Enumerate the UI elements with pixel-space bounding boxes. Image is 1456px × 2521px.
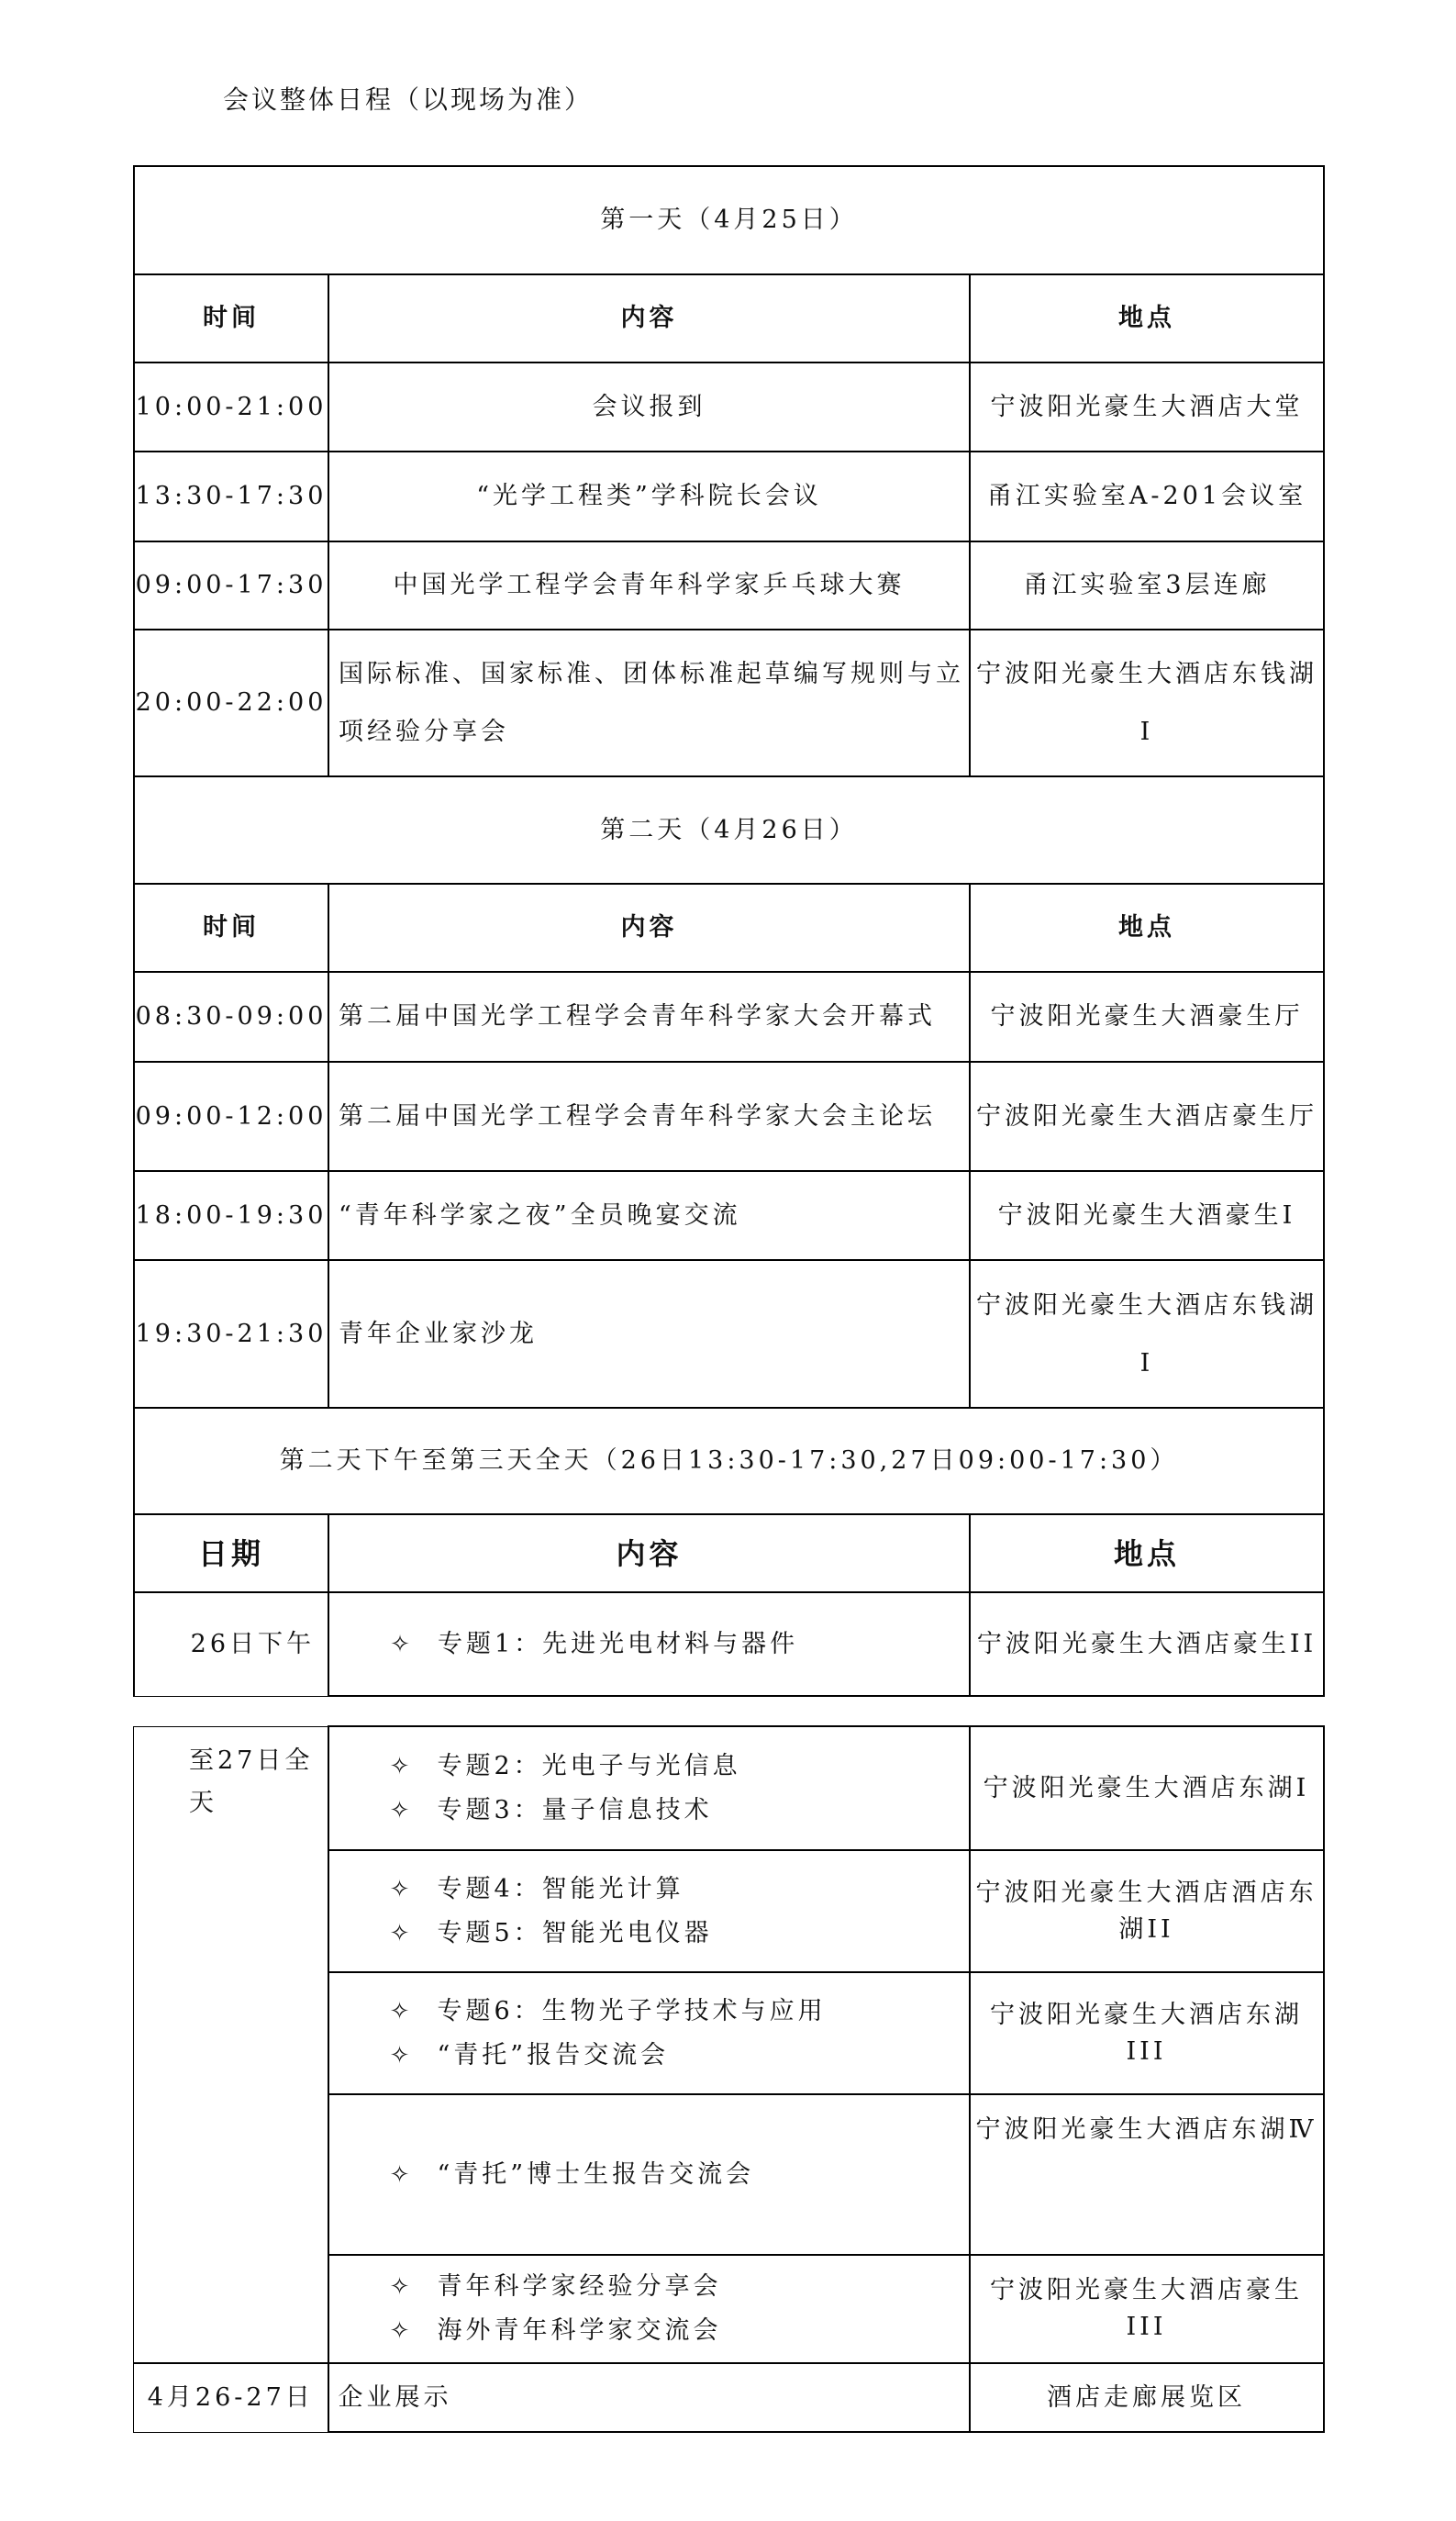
header-date: 日期: [134, 1514, 328, 1592]
row-content: 国际标准、国家标准、团体标准起草编写规则与立项经验分享会: [328, 630, 970, 776]
topic-label: 专题6：生物光子学技术与应用: [437, 1996, 827, 2025]
table-row: [134, 630, 1324, 776]
row-place: 宁波阳光豪生大酒店东钱湖Ⅰ: [970, 630, 1324, 776]
topic-item: [386, 1912, 969, 1956]
topic-label: 专题2：光电子与光信息: [437, 1751, 741, 1780]
header-place: 地点: [970, 274, 1324, 363]
row-place: 宁波阳光豪生大酒豪生Ⅰ: [970, 1171, 1324, 1260]
row-content: “光学工程类”学科院长会议: [328, 452, 970, 541]
row-time: 09:00-17:30: [134, 541, 328, 630]
day3-header-row: [134, 1514, 1324, 1592]
header-content: 内容: [328, 274, 970, 363]
row-time: 09:00-12:00: [134, 1062, 328, 1171]
topic-list: [329, 1623, 969, 1667]
row-time: 20:00-22:00: [134, 630, 328, 776]
row-place: 宁波阳光豪生大酒豪生厅: [970, 972, 1324, 1062]
row-date: 26日下午: [134, 1592, 328, 1696]
diamond-star-bullet-icon: ✧: [389, 2317, 410, 2345]
topic-label: 专题1：先进光电材料与器件: [438, 1629, 799, 1658]
schedule-table-continued: [133, 1725, 1325, 2433]
topic-item: [386, 1990, 969, 2034]
row-content: [328, 1850, 970, 1972]
diamond-star-bullet-icon: ✧: [389, 1752, 410, 1780]
header-place: 地点: [970, 1514, 1324, 1592]
topic-item: [386, 1789, 969, 1833]
row-time: 13:30-17:30: [134, 452, 328, 541]
row-content: 青年企业家沙龙: [328, 1260, 970, 1408]
table-row: [134, 1260, 1324, 1408]
topic-label: “青托”报告交流会: [437, 2040, 670, 2069]
topic-list: [329, 1745, 969, 1833]
row-content: 第二届中国光学工程学会青年科学家大会主论坛: [328, 1062, 970, 1171]
row-time: 08:30-09:00: [134, 972, 328, 1062]
topic-list: [329, 2265, 969, 2353]
row-content: 会议报到: [328, 363, 970, 452]
table-row: [134, 1062, 1324, 1171]
topic-item: [386, 2309, 969, 2353]
row-place: 宁波阳光豪生大酒店东湖III: [970, 1972, 1324, 2094]
topic-label: 专题4：智能光计算: [437, 1874, 684, 1903]
row-content: 中国光学工程学会青年科学家乒乓球大赛: [328, 541, 970, 630]
table-row: [134, 452, 1324, 541]
day1-title-row: [134, 166, 1324, 274]
row-place: 甬江实验室A-201会议室: [970, 452, 1324, 541]
schedule-table-main: [133, 165, 1325, 1697]
topic-item: [386, 2153, 969, 2197]
table-row: [134, 972, 1324, 1062]
table-row: [134, 1171, 1324, 1260]
table-row: [134, 541, 1324, 630]
row-content: [328, 2094, 970, 2255]
row-place: 宁波阳光豪生大酒店东钱湖Ⅰ: [970, 1260, 1324, 1408]
diamond-star-bullet-icon: ✧: [389, 1919, 410, 1947]
diamond-star-bullet-icon: ✧: [389, 2041, 410, 2069]
table-row: [134, 363, 1324, 452]
header-content: 内容: [328, 884, 970, 972]
table-row: [134, 1592, 1324, 1696]
topic-list: [329, 2153, 969, 2197]
diamond-star-bullet-icon: ✧: [389, 1997, 410, 2025]
row-place: 宁波阳光豪生大酒店豪生III: [970, 2255, 1324, 2363]
header-time: 时间: [134, 884, 328, 972]
diamond-star-bullet-icon: ✧: [389, 2273, 410, 2301]
row-place: 宁波阳光豪生大酒店大堂: [970, 363, 1324, 452]
row-content: [328, 1592, 970, 1696]
topic-item: [386, 2265, 969, 2309]
day2-title: 第二天（4月26日）: [134, 776, 1324, 884]
day1-header-row: [134, 274, 1324, 363]
row-place: 宁波阳光豪生大酒店豪生厅: [970, 1062, 1324, 1171]
document-title: 会议整体日程（以现场为准）: [223, 84, 594, 115]
row-place: 甬江实验室3层连廊: [970, 541, 1324, 630]
diamond-star-bullet-icon: ✧: [389, 1875, 410, 1903]
row-content: 第二届中国光学工程学会青年科学家大会开幕式: [328, 972, 970, 1062]
row-time: 10:00-21:00: [134, 363, 328, 452]
row-place: 宁波阳光豪生大酒店东湖Ⅳ: [970, 2094, 1324, 2255]
row-content: [328, 1726, 970, 1850]
topic-item: [386, 1868, 969, 1912]
diamond-star-bullet-icon: ✧: [390, 1630, 410, 1658]
topic-label: 专题3：量子信息技术: [437, 1795, 713, 1824]
topic-list: [329, 1990, 969, 2078]
header-content: 内容: [328, 1514, 970, 1592]
topic-item: [386, 2034, 969, 2078]
day2-header-row: [134, 884, 1324, 972]
row-date: 至27日全天: [134, 1726, 328, 2363]
diamond-star-bullet-icon: ✧: [389, 1796, 410, 1824]
day3-title-row: [134, 1408, 1324, 1514]
topic-label: 青年科学家经验分享会: [437, 2272, 722, 2301]
row-place: 宁波阳光豪生大酒店酒店东湖II: [970, 1850, 1324, 1972]
row-content: 企业展示: [328, 2363, 970, 2432]
row-time: 18:00-19:30: [134, 1171, 328, 1260]
topic-label: 海外青年科学家交流会: [437, 2316, 722, 2345]
topic-label: “青托”博士生报告交流会: [437, 2159, 755, 2189]
row-place: 宁波阳光豪生大酒店东湖Ⅰ: [970, 1726, 1324, 1850]
row-content: “青年科学家之夜”全员晚宴交流: [328, 1171, 970, 1260]
row-time: 19:30-21:30: [134, 1260, 328, 1408]
exhibit-row: [134, 2363, 1324, 2432]
day1-title: 第一天（4月25日）: [134, 166, 1324, 274]
row-content: [328, 1972, 970, 2094]
topic-list: [329, 1868, 969, 1956]
day2-title-row: [134, 776, 1324, 884]
topic-label: 专题5：智能光电仪器: [437, 1918, 713, 1947]
diamond-star-bullet-icon: ✧: [389, 2160, 410, 2189]
day3-title: 第二天下午至第三天全天（26日13:30-17:30,27日09:00-17:30）: [134, 1408, 1324, 1514]
header-time: 时间: [134, 274, 328, 363]
row-content: [328, 2255, 970, 2363]
row-place: 酒店走廊展览区: [970, 2363, 1324, 2432]
row-date: 4月26-27日: [134, 2363, 328, 2432]
row-place: 宁波阳光豪生大酒店豪生II: [970, 1592, 1324, 1696]
header-place: 地点: [970, 884, 1324, 972]
table-row: [134, 1726, 1324, 1850]
topic-item: [386, 1745, 969, 1789]
topic-item: [386, 1623, 969, 1667]
